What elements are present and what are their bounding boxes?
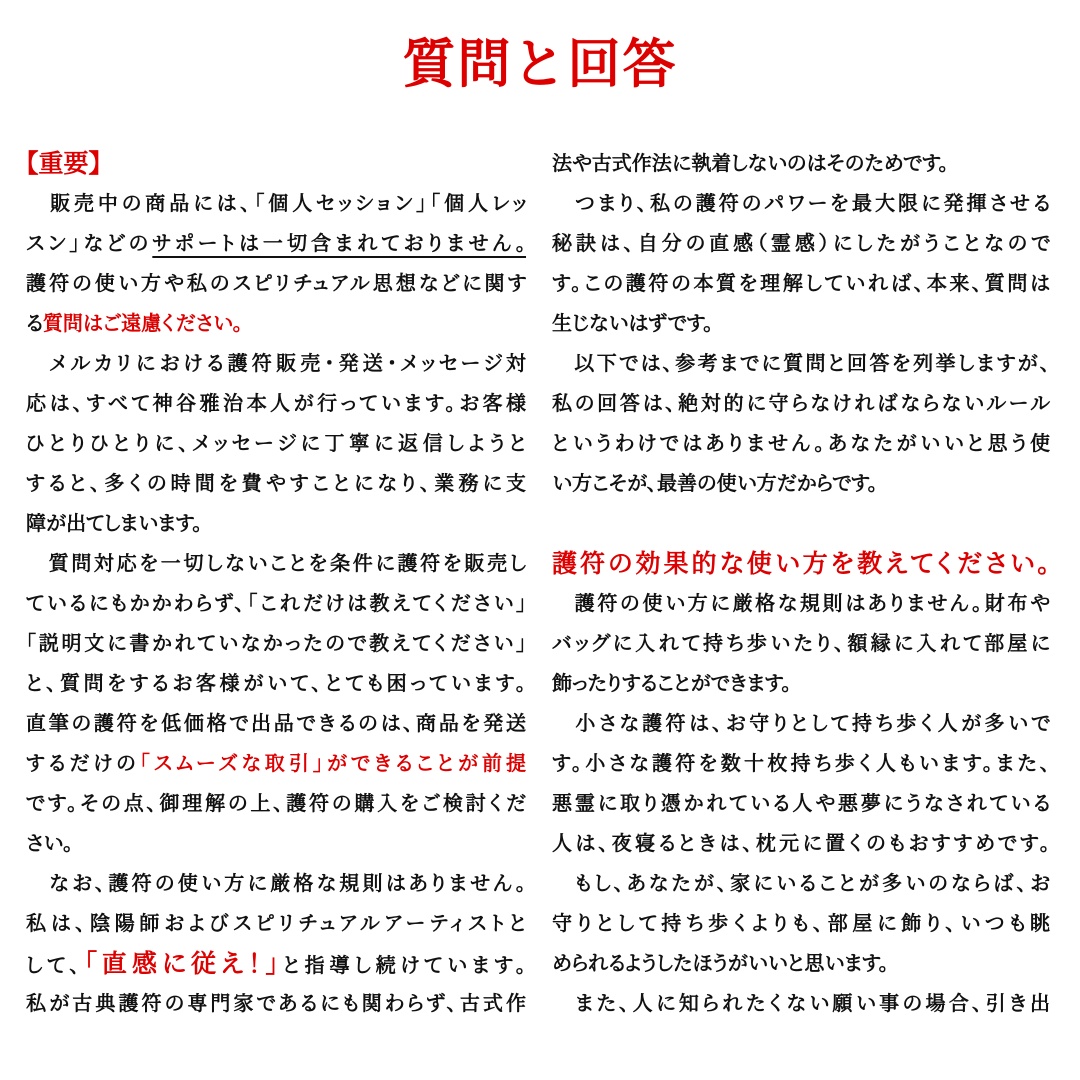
body-text: すると、多くの時間を費やすことになり、業務に支 <box>26 473 526 495</box>
text-line <box>26 304 526 344</box>
body-text: ているにもかかわらず、「これだけは教えてください」 <box>26 593 526 615</box>
body-text: スン」などの <box>26 233 153 255</box>
body-text: と、質問をするお客様がいて、とても困っています。 <box>26 673 526 695</box>
text-line <box>26 544 526 584</box>
body-text: 直筆の護符を低価格で出品できるのは、商品を発送 <box>26 713 526 735</box>
body-text: る <box>26 313 43 335</box>
text-line <box>26 984 526 1024</box>
emphasis-text: 質問はご遠慮ください。 <box>42 313 243 335</box>
text-line <box>26 744 526 784</box>
emphasis-text: 護符の効果的な使い方を教えてください。 <box>552 550 1050 578</box>
text-line <box>552 784 1050 824</box>
body-text: 飾ったりすることができます。 <box>552 673 792 695</box>
body-text: す。この護符の本質を理解していれば、本来、質問は <box>552 273 1050 295</box>
text-line <box>552 344 1050 384</box>
text-line <box>552 424 1050 464</box>
text-line <box>26 424 526 464</box>
body-text: するだけの <box>26 753 140 775</box>
body-text: というわけではありません。あなたがいいと思う使 <box>552 433 1050 455</box>
body-text: また、人に知られたくない願い事の場合、引き出 <box>552 993 1050 1015</box>
text-line <box>552 464 1050 504</box>
text-line <box>552 584 1050 624</box>
text-line <box>26 624 526 664</box>
text-line <box>26 584 526 624</box>
text-line <box>552 304 1050 344</box>
body-text: す。小さな護符を数十枚持ち歩く人もいます。また、 <box>552 753 1050 775</box>
body-text: められるようしたほうがいいと思います。 <box>552 953 889 975</box>
text-line <box>552 984 1050 1024</box>
body-text: ひとりひとりに、メッセージに丁寧に返信しようと <box>26 433 526 455</box>
text-line <box>552 224 1050 264</box>
body-text: 守りとして持ち歩くよりも、部屋に飾り、いつも眺 <box>552 913 1050 935</box>
text-line <box>26 904 526 944</box>
emphasis-text: 【重要】 <box>26 150 102 178</box>
emphasis-text: 「スムーズな取引」ができることが前提 <box>139 753 526 775</box>
body-text: つまり、私の護符のパワーを最大限に発揮させる <box>552 193 1050 215</box>
text-line <box>26 184 526 224</box>
body-text: 応は、すべて神谷雅治本人が行っています。お客様 <box>26 393 526 415</box>
text-line <box>552 824 1050 864</box>
text-line <box>552 864 1050 904</box>
text-line <box>26 144 526 184</box>
text-line <box>26 784 526 824</box>
text-line <box>26 944 526 984</box>
body-text: さい。 <box>26 833 74 855</box>
body-text: もし、あなたが、家にいることが多いのならば、お <box>552 873 1050 895</box>
body-text: メルカリにおける護符販売・発送・メッセージ対 <box>26 353 526 375</box>
text-line <box>26 344 526 384</box>
text-line <box>26 864 526 904</box>
body-text: 障が出てしまいます。 <box>26 513 203 535</box>
body-text: い方こそが、最善の使い方だからです。 <box>552 473 878 495</box>
text-line <box>26 264 526 304</box>
text-line <box>552 744 1050 784</box>
body-text: 法や古式作法に執着しないのはそのためです。 <box>552 153 949 175</box>
body-text: と指導し続けています。 <box>282 955 527 977</box>
body-text: 私は、陰陽師およびスピリチュアルアーティストと <box>26 913 526 935</box>
emphasis-text: サポートは一切含まれておりません。 <box>152 233 527 255</box>
body-text: 販売中の商品には、「個人セッション」「個人レッ <box>26 193 526 215</box>
body-text: 人は、夜寝るときは、枕元に置くのもおすすめです。 <box>552 833 1050 855</box>
page-title: 質問と回答 <box>402 35 678 94</box>
text-line <box>26 824 526 864</box>
body-text: 私の回答は、絶対的に守らなければならないルール <box>552 393 1050 415</box>
body-text: 小さな護符は、お守りとして持ち歩く人が多いで <box>552 713 1050 735</box>
emphasis-text: 「直感に従え！」 <box>84 950 283 978</box>
text-line <box>26 384 526 424</box>
text-line <box>26 664 526 704</box>
body-text: です。その点、御理解の上、護符の購入をご検討くだ <box>26 793 526 815</box>
body-text: 秘訣は、自分の直感（霊感）にしたがうことなので <box>552 233 1050 255</box>
text-line <box>26 464 526 504</box>
text-line <box>26 504 526 544</box>
body-text: して、 <box>26 955 85 977</box>
body-text: なお、護符の使い方に厳格な規則はありません。 <box>26 873 526 895</box>
text-line <box>552 544 1050 584</box>
body-text: 護符の使い方に厳格な規則はありません。財布や <box>552 593 1050 615</box>
text-line <box>552 264 1050 304</box>
text-line <box>26 704 526 744</box>
text-line <box>552 664 1050 704</box>
body-text: 質問対応を一切しないことを条件に護符を販売し <box>26 553 526 575</box>
body-text: 私が古典護符の専門家であるにも関わらず、古式作 <box>26 993 526 1015</box>
text-line <box>552 944 1050 984</box>
right-column <box>552 144 1050 1024</box>
body-text: 生じないはずです。 <box>552 313 714 335</box>
text-line <box>552 624 1050 664</box>
left-column <box>26 144 526 1024</box>
body-text: 悪霊に取り憑かれている人や悪夢にうなされている <box>552 793 1050 815</box>
body-text: バッグに入れて持ち歩いたり、額縁に入れて部屋に <box>552 633 1050 655</box>
text-line <box>552 144 1050 184</box>
text-line <box>552 184 1050 224</box>
text-line <box>552 384 1050 424</box>
body-text: 護符の使い方や私のスピリチュアル思想などに関す <box>26 273 526 295</box>
body-text: 以下では、参考までに質問と回答を列挙しますが、 <box>552 353 1050 375</box>
text-line <box>552 904 1050 944</box>
text-line <box>552 704 1050 744</box>
text-line <box>552 504 1050 544</box>
body-text: 「説明文に書かれていなかったので教えてください」 <box>26 633 526 655</box>
text-line <box>26 224 526 264</box>
